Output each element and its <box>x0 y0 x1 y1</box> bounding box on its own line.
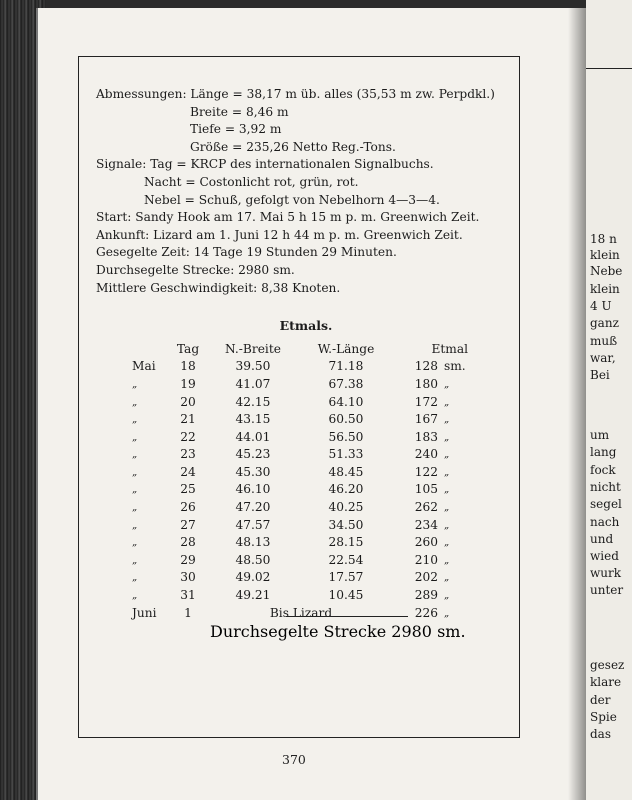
right-page-fragment: 4 U <box>590 299 612 313</box>
cell-etmal: 105 <box>414 482 438 497</box>
header-latitude: N.-Breite <box>225 341 281 356</box>
cell-month: „ <box>132 572 138 584</box>
right-page-fragment: Spie <box>590 710 617 724</box>
signals-day: Signale: Tag = KRCP des internationalen Signalbuchs. <box>96 157 434 172</box>
cell-unit: „ <box>444 607 450 619</box>
right-page-fragment: fock <box>590 463 616 477</box>
cell-month: „ <box>132 449 138 461</box>
cell-day: 22 <box>180 429 196 444</box>
cell-unit: „ <box>444 519 450 531</box>
right-page-fragment: Bei <box>590 368 610 382</box>
cell-etmal: 172 <box>414 394 438 409</box>
etmals-table <box>132 341 474 623</box>
cell-month: „ <box>132 378 138 390</box>
cell-longitude: 34.50 <box>328 517 364 532</box>
cell-month: Mai <box>132 359 156 374</box>
cell-unit: „ <box>444 449 450 461</box>
table-row <box>132 394 474 412</box>
cell-latitude: 43.15 <box>235 412 271 427</box>
cell-unit: „ <box>444 466 450 478</box>
right-page-fragment: war, <box>590 351 616 365</box>
cell-etmal: 167 <box>414 412 438 427</box>
cell-day: 19 <box>180 376 196 391</box>
cell-month: „ <box>132 519 138 531</box>
cell-etmal: 289 <box>414 588 438 603</box>
table-row <box>132 587 474 605</box>
cell-latitude: 47.20 <box>235 500 271 515</box>
dimensions-width: Breite = 8,46 m <box>190 104 289 119</box>
cell-day: 27 <box>180 517 196 532</box>
page-number: 370 <box>282 752 306 767</box>
cell-month: „ <box>132 502 138 514</box>
cell-longitude: 71.18 <box>328 359 364 374</box>
cell-longitude: 51.33 <box>328 447 364 462</box>
cell-day: 30 <box>180 570 196 585</box>
table-title: Etmals. <box>279 318 333 334</box>
right-page-fragment: Nebe <box>590 264 623 278</box>
cell-month: „ <box>132 431 138 443</box>
cell-unit: „ <box>444 378 450 390</box>
cell-unit: „ <box>444 554 450 566</box>
gutter-shadow <box>568 8 588 800</box>
table-row <box>132 446 474 464</box>
cell-month: Juni <box>132 605 157 620</box>
cell-latitude: 48.13 <box>235 535 271 550</box>
cell-unit: „ <box>444 572 450 584</box>
cell-etmal: 210 <box>414 552 438 567</box>
cell-longitude: 40.25 <box>328 500 364 515</box>
cell-longitude: 64.10 <box>328 394 364 409</box>
cell-longitude: 48.45 <box>328 464 364 479</box>
dimensions-size: Größe = 235,26 Netto Reg.-Tons. <box>190 139 396 154</box>
dimensions-depth: Tiefe = 3,92 m <box>190 122 282 137</box>
cell-month: „ <box>132 396 138 408</box>
cell-day: 31 <box>180 588 196 603</box>
page-content <box>96 86 516 622</box>
cell-longitude: 17.57 <box>328 570 364 585</box>
cell-longitude: 46.20 <box>328 482 364 497</box>
cell-etmal: 262 <box>414 500 438 515</box>
cell-day: 28 <box>180 535 196 550</box>
cell-month: „ <box>132 590 138 602</box>
cell-unit: „ <box>444 590 450 602</box>
right-page-fragment: ganz <box>590 316 619 330</box>
cell-span: Bis Lizard <box>269 605 333 620</box>
right-page-frame <box>586 68 632 69</box>
table-row <box>132 429 474 447</box>
right-page-fragment: klein <box>590 282 620 296</box>
cell-day: 29 <box>180 552 196 567</box>
cell-day: 18 <box>180 359 196 374</box>
total-rule <box>286 616 408 617</box>
total-line: Durchsegelte Strecke 2980 sm. <box>210 622 466 641</box>
cell-etmal: 234 <box>414 517 438 532</box>
right-page-fragment: klare <box>590 675 622 689</box>
cell-month: „ <box>132 484 138 496</box>
right-page-fragment: klein <box>590 248 620 262</box>
cell-latitude: 45.30 <box>235 464 271 479</box>
signals-night: Nacht = Costonlicht rot, grün, rot. <box>144 174 359 189</box>
right-page-fragment: nach <box>590 515 620 529</box>
right-page-fragment: segel <box>590 497 622 511</box>
table-row <box>132 569 474 587</box>
cell-latitude: 46.10 <box>235 482 271 497</box>
cell-unit: „ <box>444 484 450 496</box>
cell-day: 26 <box>180 500 196 515</box>
distance-line: Durchsegelte Strecke: 2980 sm. <box>96 262 295 277</box>
table-row <box>132 411 474 429</box>
right-page-fragment: gesez <box>590 658 625 672</box>
cell-longitude: 10.45 <box>328 588 364 603</box>
cell-month: „ <box>132 554 138 566</box>
table-row-last <box>132 605 474 623</box>
right-page-fragment: um <box>590 428 610 442</box>
cell-longitude: 22.54 <box>328 552 364 567</box>
cell-latitude: 39.50 <box>235 359 271 374</box>
right-page-fragment: der <box>590 693 611 707</box>
right-page-fragment: lang <box>590 445 617 459</box>
right-page-fragment: wurk <box>590 566 622 580</box>
cell-unit: „ <box>444 537 450 549</box>
cell-latitude: 49.21 <box>235 588 271 603</box>
cell-longitude: 60.50 <box>328 412 364 427</box>
cell-day: 21 <box>180 412 196 427</box>
cell-unit: „ <box>444 414 450 426</box>
cell-etmal: 226 <box>414 605 438 620</box>
table-row <box>132 499 474 517</box>
cell-day: 25 <box>180 482 196 497</box>
table-row <box>132 464 474 482</box>
table-row <box>132 534 474 552</box>
cell-day: 20 <box>180 394 196 409</box>
cell-month: „ <box>132 466 138 478</box>
header-etmal: Etmal <box>431 341 468 356</box>
cell-latitude: 41.07 <box>235 376 271 391</box>
cell-unit: sm. <box>444 359 466 374</box>
header-longitude: W.-Länge <box>317 341 375 356</box>
cell-month: „ <box>132 414 138 426</box>
cell-unit: „ <box>444 431 450 443</box>
cell-month: „ <box>132 537 138 549</box>
cell-etmal: 122 <box>414 464 438 479</box>
signals-fog: Nebel = Schuß, gefolgt von Nebelhorn 4—3—4. <box>144 192 440 207</box>
table-row <box>132 552 474 570</box>
header-month <box>132 341 168 359</box>
table-row <box>132 376 474 394</box>
cell-etmal: 240 <box>414 447 438 462</box>
cell-longitude: 67.38 <box>328 376 364 391</box>
cell-unit: „ <box>444 502 450 514</box>
cell-longitude: 56.50 <box>328 429 364 444</box>
cell-latitude: 44.01 <box>235 429 271 444</box>
table-row <box>132 517 474 535</box>
cell-day: 1 <box>184 605 192 620</box>
sailed-time: Gesegelte Zeit: 14 Tage 19 Stunden 29 Minuten. <box>96 245 397 260</box>
cell-etmal: 183 <box>414 429 438 444</box>
cell-latitude: 42.15 <box>235 394 271 409</box>
cell-latitude: 45.23 <box>235 447 271 462</box>
average-speed: Mittlere Geschwindigkeit: 8,38 Knoten. <box>96 280 341 295</box>
cell-day: 23 <box>180 447 196 462</box>
cell-latitude: 48.50 <box>235 552 271 567</box>
right-page-fragment: 18 n <box>590 232 617 246</box>
start-line: Start: Sandy Hook am 17. Mai 5 h 15 m p. m. Greenwich Zeit. <box>96 210 480 225</box>
header-day: Tag <box>176 341 200 356</box>
right-page-fragment: und <box>590 532 614 546</box>
cell-etmal: 260 <box>414 535 438 550</box>
cell-latitude: 47.57 <box>235 517 271 532</box>
table-row <box>132 481 474 499</box>
right-page-fragment: nicht <box>590 480 621 494</box>
right-page-fragment: unter <box>590 583 624 597</box>
arrival-line: Ankunft: Lizard am 1. Juni 12 h 44 m p. m. Greenwich Zeit. <box>96 227 463 242</box>
right-page-fragment: das <box>590 727 611 741</box>
cell-unit: „ <box>444 396 450 408</box>
cell-etmal: 180 <box>414 376 438 391</box>
table-row <box>132 358 474 376</box>
dimensions-length: Abmessungen: Länge = 38,17 m üb. alles (35,53 m zw. Perpdkl.) <box>96 87 495 101</box>
right-page <box>586 0 632 800</box>
cell-longitude: 28.15 <box>328 535 364 550</box>
cell-latitude: 49.02 <box>235 570 271 585</box>
right-page-fragment: muß <box>590 334 618 348</box>
table-header-row <box>132 341 474 359</box>
cell-day: 24 <box>180 464 196 479</box>
cell-etmal: 202 <box>414 570 438 585</box>
right-page-fragment: wied <box>590 549 619 563</box>
cell-etmal: 128 <box>414 359 438 374</box>
